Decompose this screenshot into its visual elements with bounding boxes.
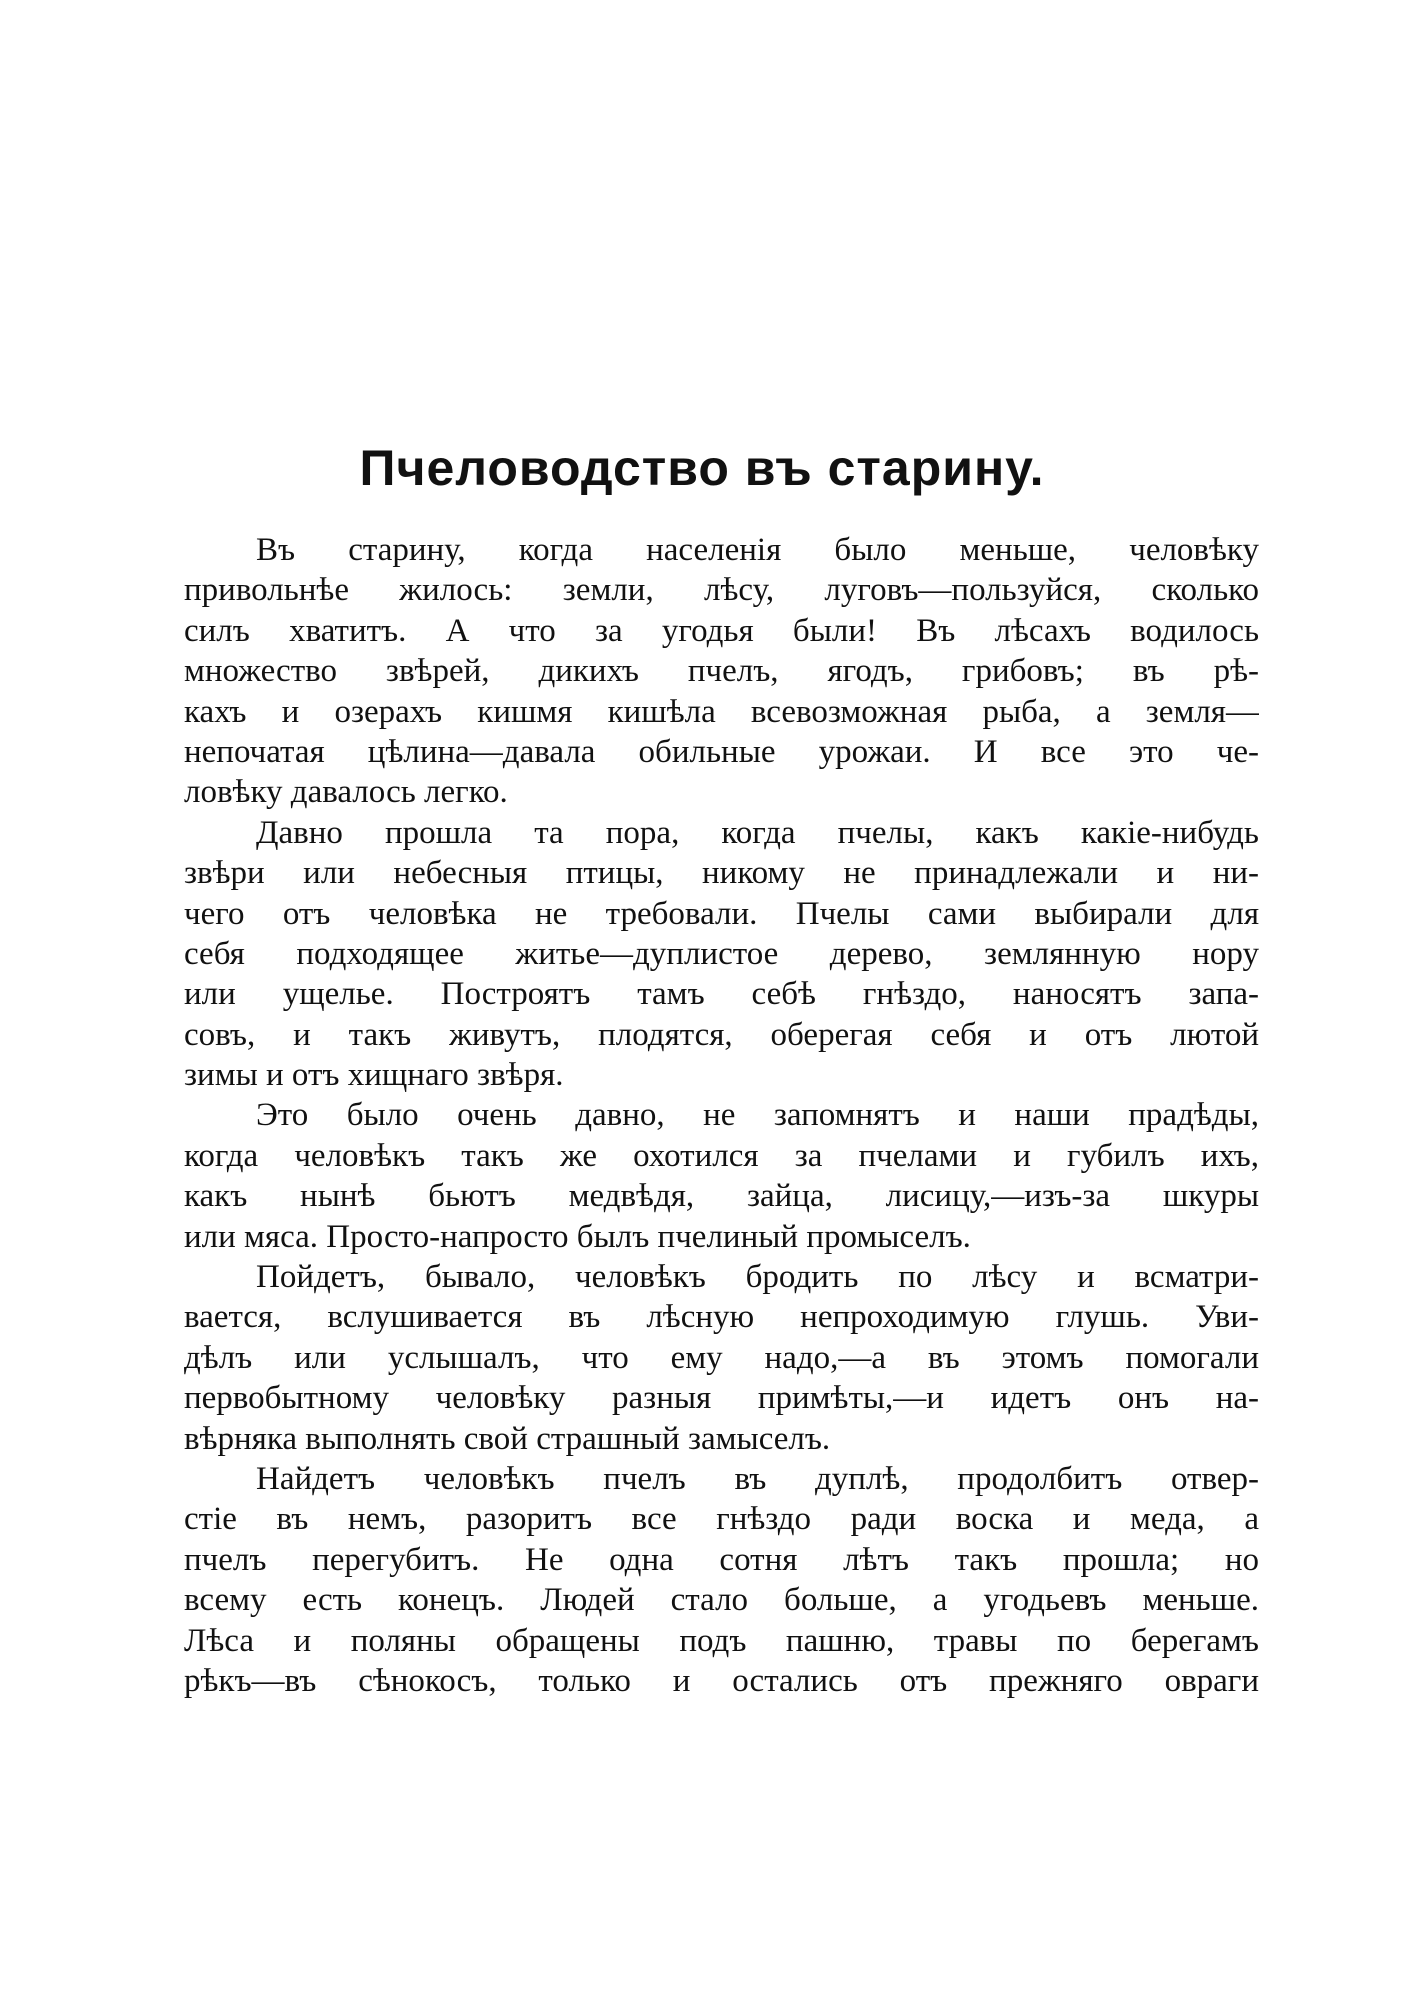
- paragraph-4: [184, 1257, 1259, 1459]
- text-line: множество звѣрей, дикихъ пчелъ, ягодъ, грибовъ; въ рѣ-: [184, 653, 1259, 690]
- text-line: рѣкъ—въ сѣнокосъ, только и остались отъ прежняго овраги: [184, 1662, 1259, 1699]
- text-line: или ущелье. Построятъ тамъ себѣ гнѣздо, наносятъ запа-: [184, 976, 1259, 1013]
- text-line: себя подходящее житье—дуплистое дерево, землянную нору: [184, 935, 1259, 972]
- page-title: Пчеловодство въ старину.: [359, 440, 1045, 496]
- text-line: какъ нынѣ бьютъ медвѣдя, зайца, лисицу,—изъ-за шкуры: [184, 1178, 1259, 1215]
- text-line: вѣрняка выполнять свой страшный замыселъ.: [184, 1420, 831, 1457]
- text-line: зимы и отъ хищнаго звѣря.: [184, 1057, 564, 1094]
- body-text: [184, 530, 1259, 1701]
- text-line: Найдетъ человѣкъ пчелъ въ дуплѣ, продолбитъ отвер-: [256, 1460, 1259, 1497]
- text-line: чего отъ человѣка не требовали. Пчелы сами выбирали для: [184, 895, 1259, 932]
- text-line: кахъ и озерахъ кишмя кишѣла всевозможная рыба, а земля—: [184, 693, 1259, 730]
- text-line: Пойдетъ, бывало, человѣкъ бродить по лѣсу и всматри-: [256, 1259, 1259, 1296]
- text-line: Въ старину, когда населенія было меньше, человѣку: [256, 532, 1259, 568]
- paragraph-2: [184, 813, 1259, 1096]
- text-line: или мяса. Просто-напросто былъ пчелиный промыселъ.: [184, 1218, 971, 1255]
- text-line: Это было очень давно, не запомнятъ и наши прадѣды,: [256, 1097, 1259, 1134]
- text-line: всему есть конецъ. Людей стало больше, а угодьевъ меньше.: [184, 1582, 1259, 1619]
- text-line: Лѣса и поляны обращены подъ пашню, травы по берегамъ: [184, 1622, 1259, 1659]
- text-line: непочатая цѣлина—давала обильные урожаи. И все это че-: [184, 733, 1259, 770]
- text-line: привольнѣе жилось: земли, лѣсу, луговъ—пользуйся, сколько: [184, 572, 1259, 609]
- paragraph-3: [184, 1095, 1259, 1257]
- text-line: совъ, и такъ живутъ, плодятся, оберегая себя и отъ лютой: [184, 1016, 1259, 1053]
- text-line: силъ хватитъ. А что за угодья были! Въ лѣсахъ водилось: [184, 612, 1259, 649]
- text-line: стіе въ немъ, разоритъ все гнѣздо ради воска и меда, а: [184, 1501, 1259, 1538]
- text-line: звѣри или небесныя птицы, никому не принадлежали и ни-: [184, 855, 1259, 892]
- text-line: дѣлъ или услышалъ, что ему надо,—а въ этомъ помогали: [184, 1339, 1259, 1376]
- text-line: пчелъ перегубитъ. Не одна сотня лѣтъ такъ прошла; но: [184, 1541, 1259, 1578]
- text-line: когда человѣкъ такъ же охотился за пчелами и губилъ ихъ,: [184, 1137, 1259, 1174]
- text-line: вается, вслушивается въ лѣсную непроходимую глушь. Уви-: [184, 1299, 1259, 1336]
- paragraph-5: [184, 1459, 1259, 1701]
- text-line: ловѣку давалось легко.: [184, 774, 508, 811]
- text-line: Давно прошла та пора, когда пчелы, какъ какіе-нибудь: [256, 814, 1259, 851]
- paragraph-1: [184, 530, 1259, 813]
- text-line: первобытному человѣку разныя примѣты,—и идетъ онъ на-: [184, 1380, 1259, 1417]
